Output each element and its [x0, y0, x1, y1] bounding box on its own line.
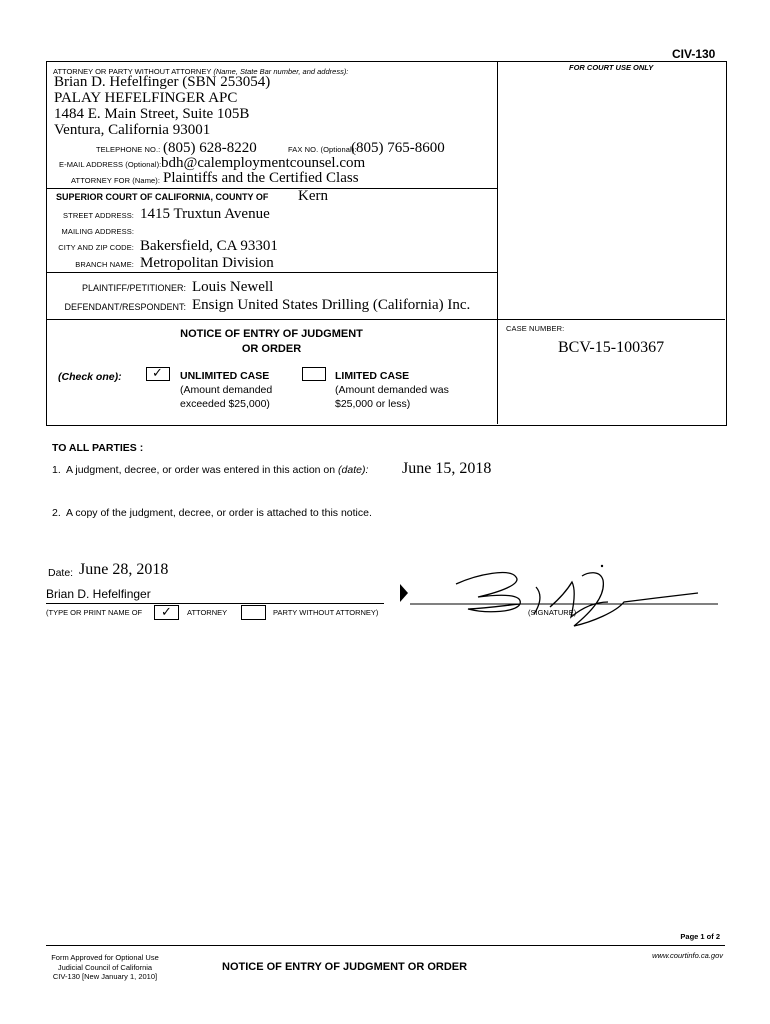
telephone-label: TELEPHONE NO.:: [96, 145, 161, 154]
plaintiff-label: PLAINTIFF/PETITIONER:: [81, 283, 186, 293]
approval-line2: Judicial Council of California: [57, 962, 153, 972]
attorney-label: ATTORNEY OR PARTY WITHOUT ATTORNEY (Name, State Bar number, and address):: [53, 67, 349, 76]
signature-label: (SIGNATURE): [528, 608, 577, 617]
limited-case-label: LIMITED CASE: [335, 370, 410, 382]
item2: [52, 507, 372, 519]
case-number-label: CASE NUMBER:: [506, 324, 565, 333]
party-without-attorney-checkbox[interactable]: [241, 605, 266, 620]
firm-name: PALAY HEFELFINGER APC: [54, 90, 238, 106]
city-zip-label: CITY AND ZIP CODE:: [58, 243, 134, 252]
signature-dot: [601, 565, 603, 567]
signing-date-value: June 28, 2018: [79, 561, 169, 578]
defendant-value: Ensign United States Drilling (California) Inc.: [192, 297, 471, 313]
fax-value: (805) 765-8600: [351, 140, 445, 156]
address-line2: Ventura, California 93001: [54, 122, 211, 138]
telephone-value: (805) 628-8220: [163, 140, 257, 156]
party-option-label: PARTY WITHOUT ATTORNEY): [273, 608, 379, 617]
city-zip-value: Bakersfield, CA 93301: [140, 238, 278, 254]
item2-text: A copy of the judgment, decree, or order is attached to this notice.: [66, 507, 372, 519]
divider-notice: [46, 319, 725, 320]
limited-case-checkbox[interactable]: [302, 367, 326, 381]
limited-case-sub2: $25,000 or less): [335, 398, 411, 410]
for-court-use-label: FOR COURT USE ONLY: [569, 63, 654, 72]
item1-text: A judgment, decree, or order was entered in this action on: [66, 464, 336, 476]
date-label: Date:: [48, 567, 74, 579]
item1-date-label: (date):: [338, 464, 369, 476]
footer-rule: [46, 945, 725, 946]
unlimited-case-label: UNLIMITED CASE: [180, 370, 270, 382]
signature-area: [398, 562, 728, 632]
county-value: Kern: [298, 188, 328, 204]
form-approval-info: [46, 953, 164, 982]
attorney-for-value: Plaintiffs and the Certified Class: [163, 170, 359, 186]
approval-line1: Form Approved for Optional Use: [51, 953, 159, 962]
unlimited-case-sub2: exceeded $25,000): [180, 398, 270, 410]
notice-title-line2: OR ORDER: [241, 343, 302, 355]
divider-court: [46, 188, 497, 189]
attorney-check-mark: ✓: [161, 605, 172, 620]
approval-line3: CIV-130 [New January 1, 2010]: [52, 972, 158, 981]
address-line1: 1484 E. Main Street, Suite 105B: [54, 106, 250, 122]
signature-scribble: [456, 573, 698, 626]
divider-parties: [46, 272, 497, 273]
email-value: bdh@calemploymentcounsel.com: [161, 155, 366, 171]
to-all-parties: TO ALL PARTIES :: [52, 442, 144, 454]
email-label: E-MAIL ADDRESS (Optional):: [59, 160, 162, 169]
limited-case-sub1: (Amount demanded was: [335, 384, 449, 396]
form-id: CIV-130: [672, 47, 716, 61]
page-number: Page 1 of 2: [680, 932, 720, 941]
type-print-label: (TYPE OR PRINT NAME OF: [46, 608, 143, 617]
court-title-label: SUPERIOR COURT OF CALIFORNIA, COUNTY OF: [56, 192, 269, 202]
mailing-label: MAILING ADDRESS:: [61, 227, 134, 236]
unlimited-case-checkbox[interactable]: [146, 367, 170, 381]
street-value: 1415 Truxtun Avenue: [140, 206, 270, 222]
judgment-date-value: June 15, 2018: [402, 460, 492, 477]
defendant-label: DEFENDANT/RESPONDENT:: [64, 302, 186, 312]
signature-arrow-icon: [400, 584, 408, 602]
attorney-option-label: ATTORNEY: [187, 608, 228, 617]
signer-name: Brian D. Hefelfinger: [46, 587, 151, 601]
unlimited-case-sub1: (Amount demanded: [180, 384, 273, 396]
attorney-name: Brian D. Hefelfinger (SBN 253054): [54, 74, 271, 90]
case-number-value: BCV-15-100367: [558, 339, 665, 356]
check-one-label: (Check one):: [58, 371, 122, 383]
attorney-for-label: ATTORNEY FOR (Name):: [71, 176, 161, 185]
footer-website-link[interactable]: www.courtinfo.ca.gov: [652, 951, 723, 960]
fax-label: FAX NO. (Optional):: [288, 145, 357, 154]
court-use-divider: [497, 61, 498, 424]
item1: [52, 464, 368, 476]
attorney-checkbox[interactable]: [154, 605, 179, 620]
branch-label: BRANCH NAME:: [75, 260, 134, 269]
street-label: STREET ADDRESS:: [63, 211, 134, 220]
unlimited-check-mark: ✓: [152, 366, 163, 381]
plaintiff-value: Louis Newell: [192, 279, 274, 295]
name-line: [46, 603, 384, 604]
branch-value: Metropolitan Division: [140, 255, 274, 271]
item2-number: 2.: [52, 507, 61, 519]
footer-title: NOTICE OF ENTRY OF JUDGMENT OR ORDER: [222, 961, 468, 973]
notice-title-line1: NOTICE OF ENTRY OF JUDGMENT: [180, 328, 363, 340]
item1-number: 1.: [52, 464, 61, 476]
